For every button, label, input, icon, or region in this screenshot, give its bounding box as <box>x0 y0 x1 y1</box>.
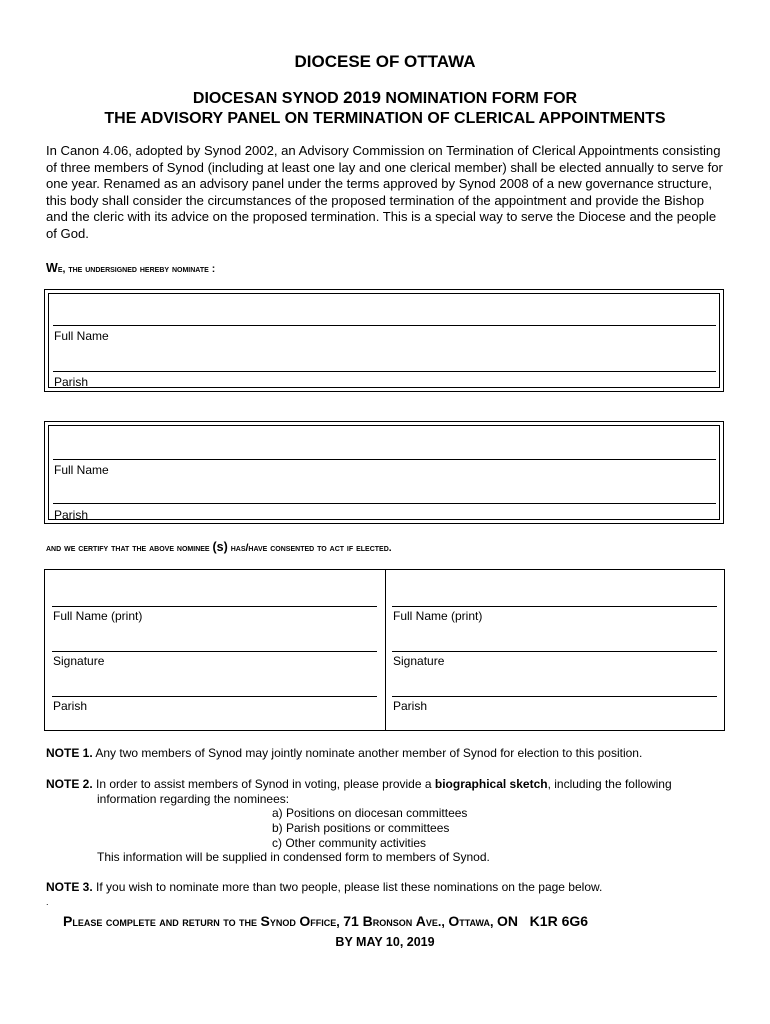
note-2-item-c: c) Other community activities <box>272 836 427 850</box>
note-1-text: Any two members of Synod may jointly nominate another member of Synod for election to this position. <box>92 746 643 760</box>
footer-p5r: ve., <box>425 915 449 929</box>
nominator-2-parish-line[interactable] <box>392 696 717 697</box>
note-3 <box>46 880 736 895</box>
nominator-1-parish-label: Parish <box>53 699 88 713</box>
subtitle-prefix: DIOCESAN SYNOD <box>192 90 339 107</box>
nominator-2-signature-line[interactable] <box>392 651 717 652</box>
nominate-heading <box>46 261 215 275</box>
note-2-label: NOTE 2. <box>46 777 93 791</box>
form-title: DIOCESE OF OTTAWA <box>294 52 476 71</box>
nominee-2-name-line[interactable] <box>53 459 716 460</box>
return-instructions <box>63 913 588 929</box>
nominator-2-name-label: Full Name (print) <box>393 609 483 623</box>
nominee-box-2-frame <box>48 425 720 520</box>
nominators-divider <box>385 570 386 730</box>
intro-paragraph: In Canon 4.06, adopted by Synod 2002, an Advisory Commission on Termination of Clerical Appointments consisting of three members of Synod (including at least one lay and one clerical member) shall be elected annually to serve for one year. Renamed as an advisory panel under the terms approved by Synod 2008 of a new governance structure, this body shall consider the circumstances of the proposed termination of the appointment and provide the Bishop and the cleric with its advice on the proposed termination. This is a special way to serve the Diocese and the people of God. <box>46 143 723 241</box>
note-2-closing: This information will be supplied in condensed form to members of Synod. <box>97 850 490 864</box>
certify-heading-part1: and we certify that the above nominee <box>46 542 213 554</box>
nominator-1-parish-line[interactable] <box>52 696 377 697</box>
footer-p2: S <box>260 913 270 929</box>
note-2-text-b: , including the following <box>547 777 672 791</box>
nominee-2-parish-label: Parish <box>54 508 89 522</box>
note-2-line-2: information regarding the nominees: <box>97 792 290 806</box>
note-2-bold: biographical sketch <box>434 777 548 791</box>
nominee-box-1 <box>44 289 724 392</box>
footer-p3: O <box>299 913 311 929</box>
note-1 <box>46 746 736 761</box>
footer-p1r: lease complete and return to the <box>72 915 261 929</box>
footer-p6: O <box>448 913 460 929</box>
synod-year: 2019 <box>343 88 381 107</box>
nominator-1-name-label: Full Name (print) <box>53 609 143 623</box>
footer-p1: P <box>63 913 73 929</box>
footer-p4r: ronson <box>372 915 416 929</box>
nominator-1-signature-label: Signature <box>53 654 105 668</box>
footer-postal: ON K1R 6G6 <box>497 913 589 929</box>
note-2-item-a: a) Positions on diocesan committees <box>272 806 468 820</box>
footer-p6r: ttawa, <box>459 915 497 929</box>
nominee-1-name-label: Full Name <box>54 329 109 343</box>
note-2-item-b: b) Parish positions or committees <box>272 821 450 835</box>
nominee-box-2 <box>44 421 724 524</box>
form-subtitle <box>0 88 770 108</box>
nominee-2-name-label: Full Name <box>54 463 109 477</box>
nominee-box-1-frame <box>48 293 720 388</box>
nominator-2-name-line[interactable] <box>392 606 717 607</box>
footer-p3r: ffice, <box>310 915 344 929</box>
subtitle-suffix: NOMINATION FORM FOR <box>385 90 578 107</box>
nominate-heading-rest: e, the undersigned hereby nominate : <box>57 263 216 275</box>
nominator-2-signature-label: Signature <box>393 654 445 668</box>
note-2-text-a: In order to assist members of Synod in voting, please provide a <box>92 777 435 791</box>
nominator-1-name-line[interactable] <box>52 606 377 607</box>
deadline: BY MAY 10, 2019 <box>335 935 435 949</box>
footer-p2r: ynod <box>269 915 300 929</box>
certify-heading <box>46 540 392 554</box>
nominators-box <box>44 569 725 731</box>
note-2 <box>46 777 736 792</box>
nominator-1-signature-line[interactable] <box>52 651 377 652</box>
nominator-2-parish-label: Parish <box>393 699 428 713</box>
nominee-1-parish-line[interactable] <box>53 371 716 372</box>
footer-p4: 71 B <box>343 913 373 929</box>
certify-heading-part3: has/have consented to act if elected. <box>227 542 392 554</box>
nominee-2-parish-line[interactable] <box>53 503 716 504</box>
stray-dot: . <box>46 897 49 907</box>
nominate-heading-initial: W <box>46 261 58 275</box>
panel-name: THE ADVISORY PANEL ON TERMINATION OF CLERICAL APPOINTMENTS <box>104 110 666 127</box>
nominee-1-name-line[interactable] <box>53 325 716 326</box>
nominee-1-parish-label: Parish <box>54 375 89 389</box>
footer-p5: A <box>415 913 426 929</box>
note-1-label: NOTE 1. <box>46 746 93 760</box>
note-3-text: If you wish to nominate more than two people, please list these nominations on the page below. <box>92 880 603 894</box>
certify-heading-part2: (s) <box>212 540 228 554</box>
note-3-label: NOTE 3. <box>46 880 93 894</box>
